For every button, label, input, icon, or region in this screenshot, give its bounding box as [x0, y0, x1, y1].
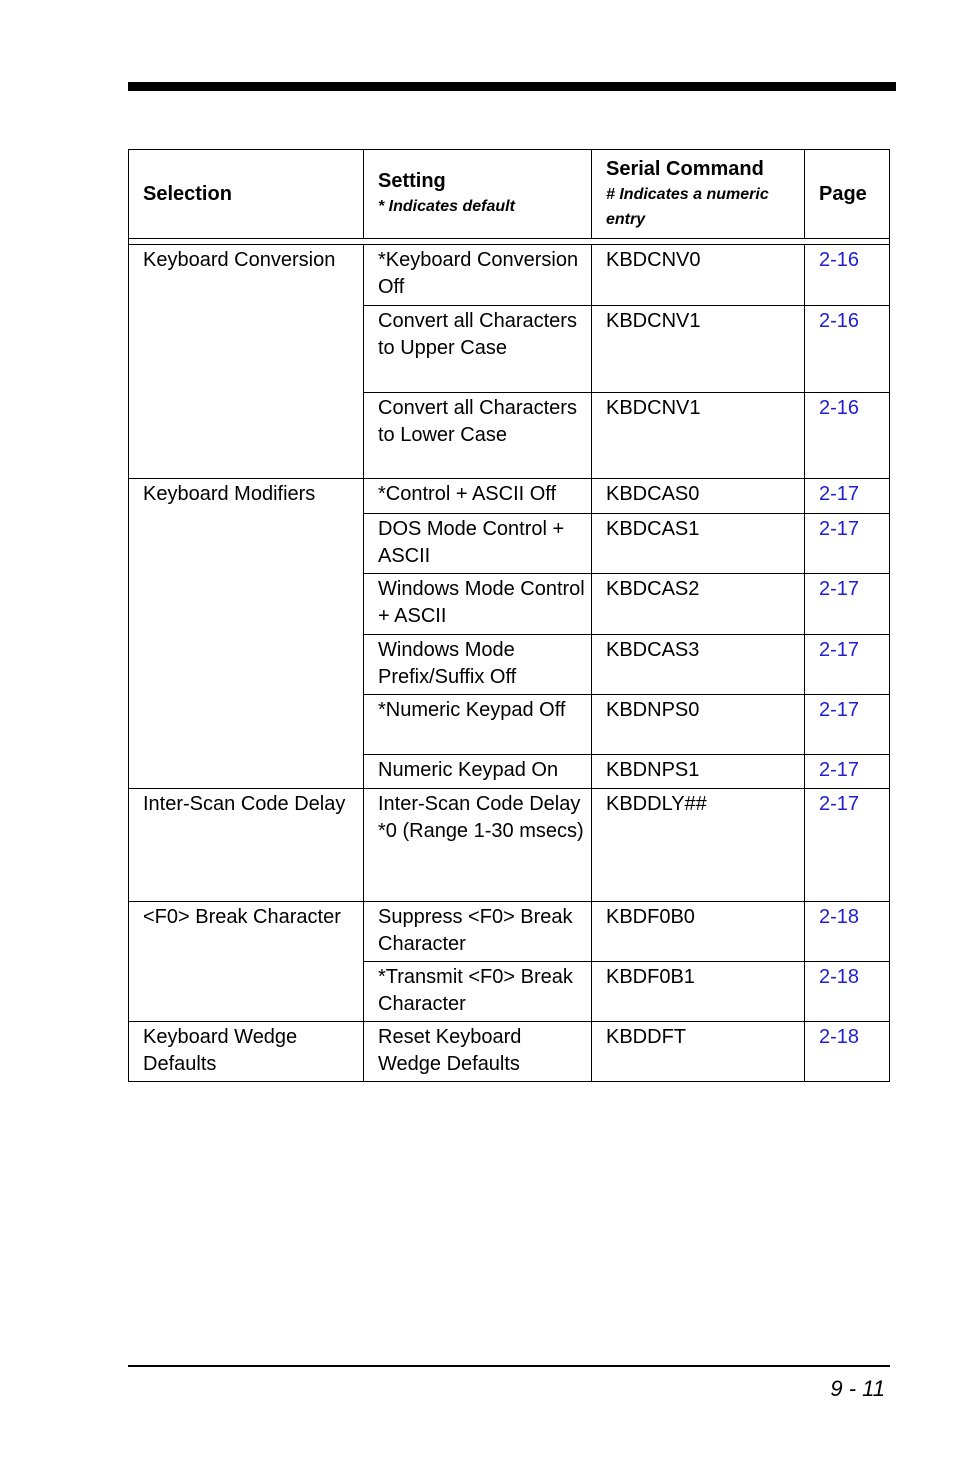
setting-cell: Convert all Characters to Lower Case — [364, 393, 592, 479]
setting-cell: Numeric Keypad On — [364, 755, 592, 789]
setting-cell: *Keyboard Conversion Off — [364, 245, 592, 306]
command-cell: KBDCAS3 — [592, 635, 805, 695]
top-rule — [128, 82, 896, 91]
page-link[interactable]: 2-16 — [805, 306, 890, 393]
table-row — [129, 789, 890, 902]
table-row — [129, 902, 890, 962]
header-serial-note: # Indicates a numeric entry — [606, 185, 769, 228]
bottom-rule — [128, 1365, 890, 1367]
page-link[interactable]: 2-18 — [805, 902, 890, 962]
setting-cell: *Numeric Keypad Off — [364, 695, 592, 755]
page-link[interactable]: 2-17 — [805, 514, 890, 574]
header-selection: Selection — [129, 150, 364, 239]
table-row — [129, 245, 890, 306]
command-cell: KBDF0B1 — [592, 962, 805, 1022]
setting-cell: Windows Mode Prefix/Suffix Off — [364, 635, 592, 695]
command-cell: KBDCNV1 — [592, 393, 805, 479]
page-link[interactable]: 2-17 — [805, 695, 890, 755]
command-cell: KBDCNV0 — [592, 245, 805, 306]
selection-cell: Inter-Scan Code Delay — [129, 789, 364, 902]
page-link[interactable]: 2-16 — [805, 245, 890, 306]
header-setting: Setting * Indicates default — [364, 150, 592, 239]
page-link[interactable]: 2-16 — [805, 393, 890, 479]
command-cell: KBDCAS0 — [592, 479, 805, 514]
setting-cell: Reset Keyboard Wedge Defaults — [364, 1022, 592, 1082]
selection-cell: Keyboard Modifiers — [129, 479, 364, 789]
header-serial-command: Serial Command # Indicates a numeric entry — [592, 150, 805, 239]
setting-text: Inter-Scan Code Delay — [378, 793, 581, 815]
setting-cell: *Transmit <F0> Break Character — [364, 962, 592, 1022]
command-cell: KBDNPS0 — [592, 695, 805, 755]
serial-command-table — [128, 149, 890, 1082]
selection-cell: Keyboard Wedge Defaults — [129, 1022, 364, 1082]
command-cell: KBDF0B0 — [592, 902, 805, 962]
selection-cell: Keyboard Conversion — [129, 245, 364, 479]
page-link[interactable]: 2-18 — [805, 962, 890, 1022]
setting-range-text: *0 (Range 1-30 msecs) — [378, 819, 584, 842]
page-link[interactable]: 2-17 — [805, 479, 890, 514]
command-cell: KBDDLY## — [592, 789, 805, 902]
page-link[interactable]: 2-17 — [805, 789, 890, 902]
setting-cell: Windows Mode Control + ASCII — [364, 574, 592, 635]
page-link[interactable]: 2-17 — [805, 635, 890, 695]
command-cell: KBDCNV1 — [592, 306, 805, 393]
setting-cell — [364, 789, 592, 902]
table-header-row — [129, 150, 890, 239]
page-link[interactable]: 2-17 — [805, 755, 890, 789]
setting-cell: Convert all Characters to Upper Case — [364, 306, 592, 393]
header-setting-note: * Indicates default — [378, 198, 515, 215]
page-number: 9 - 11 — [830, 1376, 885, 1401]
setting-cell: *Control + ASCII Off — [364, 479, 592, 514]
table-row — [129, 1022, 890, 1082]
setting-cell: DOS Mode Control + ASCII — [364, 514, 592, 574]
command-cell: KBDCAS2 — [592, 574, 805, 635]
header-page: Page — [805, 150, 890, 239]
command-cell: KBDCAS1 — [592, 514, 805, 574]
page-link[interactable]: 2-17 — [805, 574, 890, 635]
command-cell: KBDNPS1 — [592, 755, 805, 789]
setting-cell: Suppress <F0> Break Character — [364, 902, 592, 962]
command-cell: KBDDFT — [592, 1022, 805, 1082]
page-link[interactable]: 2-18 — [805, 1022, 890, 1082]
table-row — [129, 479, 890, 514]
selection-cell: <F0> Break Character — [129, 902, 364, 1022]
